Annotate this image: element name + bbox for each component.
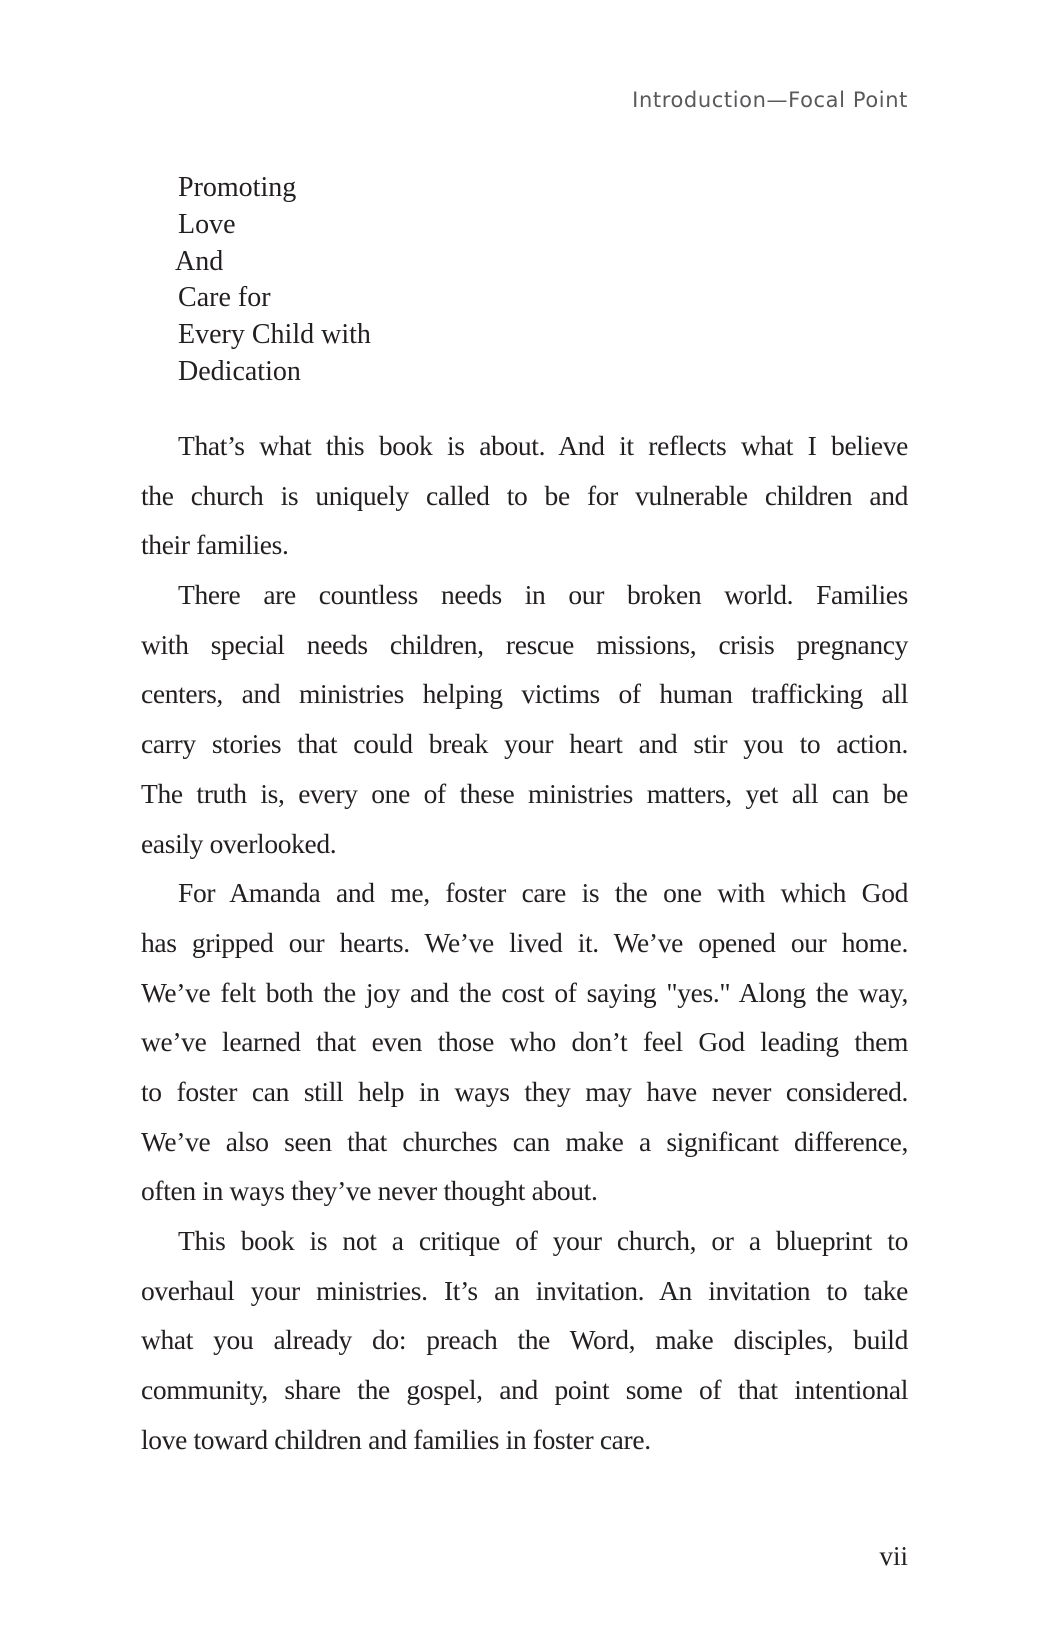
acronym-rest: nd (195, 245, 224, 277)
text-line: their families. (141, 529, 289, 561)
acronym-rest: very Child with (195, 319, 371, 351)
text-line: what you already do: preach the Word, make disciples, build (141, 1324, 908, 1356)
text-line: This book is not a critique of your church, or a blueprint to (178, 1225, 908, 1256)
text-line: the church is uniquely called to be for vulnerable children and (141, 479, 908, 511)
text-line: to foster can still help in ways they may have never considered. (141, 1075, 908, 1107)
text-line: easily overlooked. (141, 827, 337, 859)
acronym-line (178, 170, 371, 207)
text-line: love toward children and families in foster care. (141, 1423, 651, 1455)
text-line: We’ve felt both the joy and the cost of saying "yes." Along the way, (141, 976, 908, 1008)
text-line: We’ve also seen that churches can make a significant difference, (141, 1125, 908, 1157)
text-line: often in ways they’ve never thought about. (141, 1175, 598, 1207)
acronym-line (178, 354, 371, 391)
acronym-initial: C (178, 282, 197, 314)
text-line: we’ve learned that even those who don’t feel God leading them (141, 1026, 908, 1058)
text-line: with special needs children, rescue missions, crisis pregnancy (141, 628, 908, 660)
text-line: For Amanda and me, foster care is the one with which God (178, 877, 908, 909)
paragraph (141, 570, 908, 868)
text-line: has gripped our hearts. We’ve lived it. We’ve opened our home. (141, 926, 908, 958)
acronym-line (178, 280, 371, 317)
acronym-block (175, 170, 371, 391)
acronym-initial: E (178, 319, 196, 351)
acronym-initial: L (178, 208, 196, 240)
acronym-rest: are for (196, 282, 271, 314)
acronym-line (178, 207, 371, 244)
acronym-rest: ove (195, 208, 236, 240)
text-line: overhaul your ministries. It’s an invitation. An invitation to take (141, 1274, 908, 1306)
acronym-rest: romoting (193, 172, 297, 203)
text-line: There are countless needs in our broken world. Families (178, 579, 908, 611)
acronym-line (178, 317, 371, 354)
text-line: The truth is, every one of these ministries matters, yet all can be (141, 777, 908, 809)
paragraph (141, 1216, 908, 1464)
acronym-initial: A (175, 245, 196, 277)
body-text (141, 421, 908, 1464)
acronym-initial: P (178, 172, 194, 203)
text-line: centers, and ministries helping victims of human trafficking all (141, 678, 908, 710)
acronym-rest: edication (198, 355, 301, 387)
paragraph (141, 868, 908, 1216)
acronym-line (175, 244, 371, 281)
text-line: That’s what this book is about. And it reflects what I believe (178, 430, 908, 461)
page-number: vii (879, 1541, 908, 1571)
text-line: community, share the gospel, and point some of that intentional (141, 1374, 908, 1406)
paragraph (141, 421, 908, 570)
text-line: carry stories that could break your heart and stir you to action. (141, 728, 908, 760)
acronym-initial: D (178, 355, 199, 387)
running-header: Introduction—Focal Point (632, 88, 908, 112)
